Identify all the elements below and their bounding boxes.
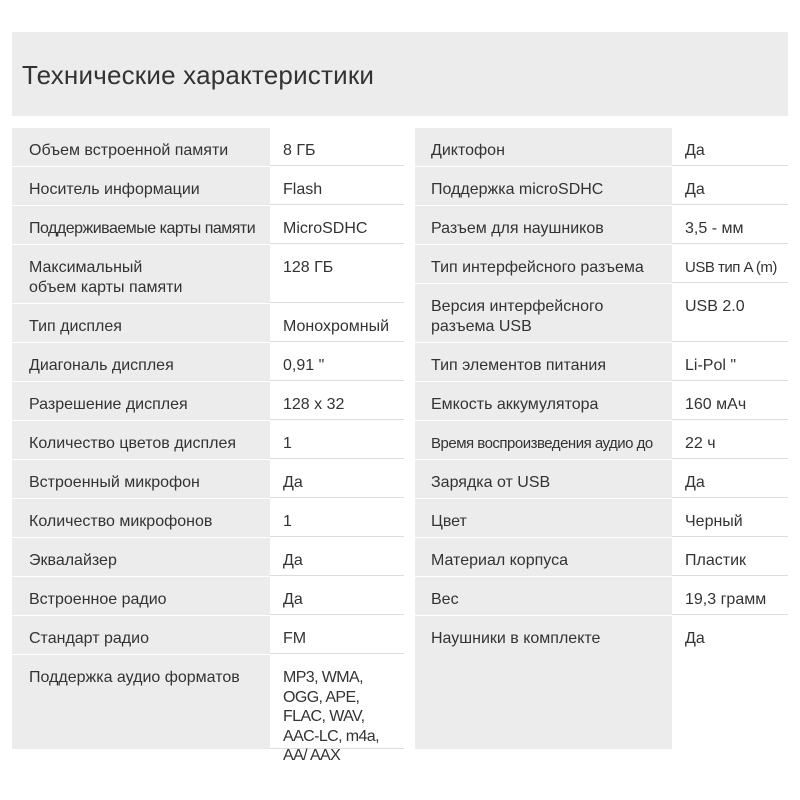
spec-label: Поддерживаемые карты памяти (12, 206, 270, 244)
spec-row (12, 421, 404, 460)
spec-value: Да (270, 538, 404, 576)
spec-row (415, 206, 788, 245)
spec-row (415, 128, 788, 167)
spec-value: Черный (672, 499, 788, 537)
spec-row (415, 343, 788, 382)
spec-value: 3,5 - мм (672, 206, 788, 244)
spec-value: FM (270, 616, 404, 654)
spec-row (415, 284, 788, 343)
spec-row (12, 616, 404, 655)
spec-row (12, 499, 404, 538)
spec-label: Зарядка от USB (415, 460, 672, 498)
spec-table-left (12, 128, 404, 764)
spec-row (415, 460, 788, 499)
spec-row (415, 538, 788, 577)
spec-row (12, 538, 404, 577)
spec-label: Тип интерфейсного разъема (415, 245, 672, 283)
spec-value: USB 2.0 (672, 284, 788, 342)
spec-value: Да (672, 128, 788, 166)
spec-label: Диагональ дисплея (12, 343, 270, 381)
spec-row (12, 206, 404, 245)
spec-label: Время воспроизведения аудио до (415, 421, 672, 459)
spec-row (12, 128, 404, 167)
spec-row (12, 655, 404, 764)
spec-label: Встроенное радио (12, 577, 270, 615)
spec-value: 8 ГБ (270, 128, 404, 166)
spec-row (12, 343, 404, 382)
spec-table-right (415, 128, 788, 750)
spec-label: Вес (415, 577, 672, 615)
spec-value: 160 мАч (672, 382, 788, 420)
spec-value: Да (270, 460, 404, 498)
spec-value: Монохромный (270, 304, 404, 342)
spec-label: Встроенный микрофон (12, 460, 270, 498)
spec-label: Объем встроенной памяти (12, 128, 270, 166)
spec-row (415, 382, 788, 421)
spec-label: Носитель информации (12, 167, 270, 205)
spec-row (12, 304, 404, 343)
spec-row (415, 577, 788, 616)
spec-value: Flash (270, 167, 404, 205)
spec-label: Цвет (415, 499, 672, 537)
spec-value: 128 x 32 (270, 382, 404, 420)
spec-label: Тип элементов питания (415, 343, 672, 381)
spec-row (415, 616, 788, 750)
spec-label: Версия интерфейсного разъема USB (415, 284, 672, 342)
spec-label: Диктофон (415, 128, 672, 166)
spec-value: 1 (270, 499, 404, 537)
spec-label: Разъем для наушников (415, 206, 672, 244)
spec-row (12, 382, 404, 421)
spec-value: Да (672, 167, 788, 205)
spec-row (415, 167, 788, 206)
spec-value: 22 ч (672, 421, 788, 459)
spec-value: MicroSDHC (270, 206, 404, 244)
spec-label: Максимальный объем карты памяти (12, 245, 270, 303)
spec-label: Тип дисплея (12, 304, 270, 342)
spec-row (415, 245, 788, 284)
spec-label: Материал корпуса (415, 538, 672, 576)
spec-label: Емкость аккумулятора (415, 382, 672, 420)
spec-value: Да (270, 577, 404, 615)
spec-value: USB тип A (m) (672, 245, 788, 283)
spec-value: Li-Pol " (672, 343, 788, 381)
spec-row (415, 421, 788, 460)
spec-value: 19,3 грамм (672, 577, 788, 615)
spec-label: Разрешение дисплея (12, 382, 270, 420)
spec-label: Эквалайзер (12, 538, 270, 576)
spec-value: 1 (270, 421, 404, 459)
spec-label: Количество цветов дисплея (12, 421, 270, 459)
spec-label: Поддержка microSDHC (415, 167, 672, 205)
spec-value: Да (672, 460, 788, 498)
spec-label: Стандарт радио (12, 616, 270, 654)
spec-value: 128 ГБ (270, 245, 404, 303)
page-header (12, 32, 788, 116)
spec-value: MP3, WMA, OGG, APE, FLAC, WAV, AAC-LC, m4a, AA/ AAX (270, 655, 404, 749)
spec-row (12, 577, 404, 616)
spec-label: Количество микрофонов (12, 499, 270, 537)
spec-row (12, 167, 404, 206)
spec-value: 0,91 " (270, 343, 404, 381)
spec-label: Наушники в комплекте (415, 616, 672, 749)
spec-row (12, 245, 404, 304)
spec-label: Поддержка аудио форматов (12, 655, 270, 749)
spec-value: Да (672, 616, 788, 749)
spec-row (12, 460, 404, 499)
spec-value: Пластик (672, 538, 788, 576)
spec-row (415, 499, 788, 538)
page-title: Технические характеристики (22, 60, 375, 90)
